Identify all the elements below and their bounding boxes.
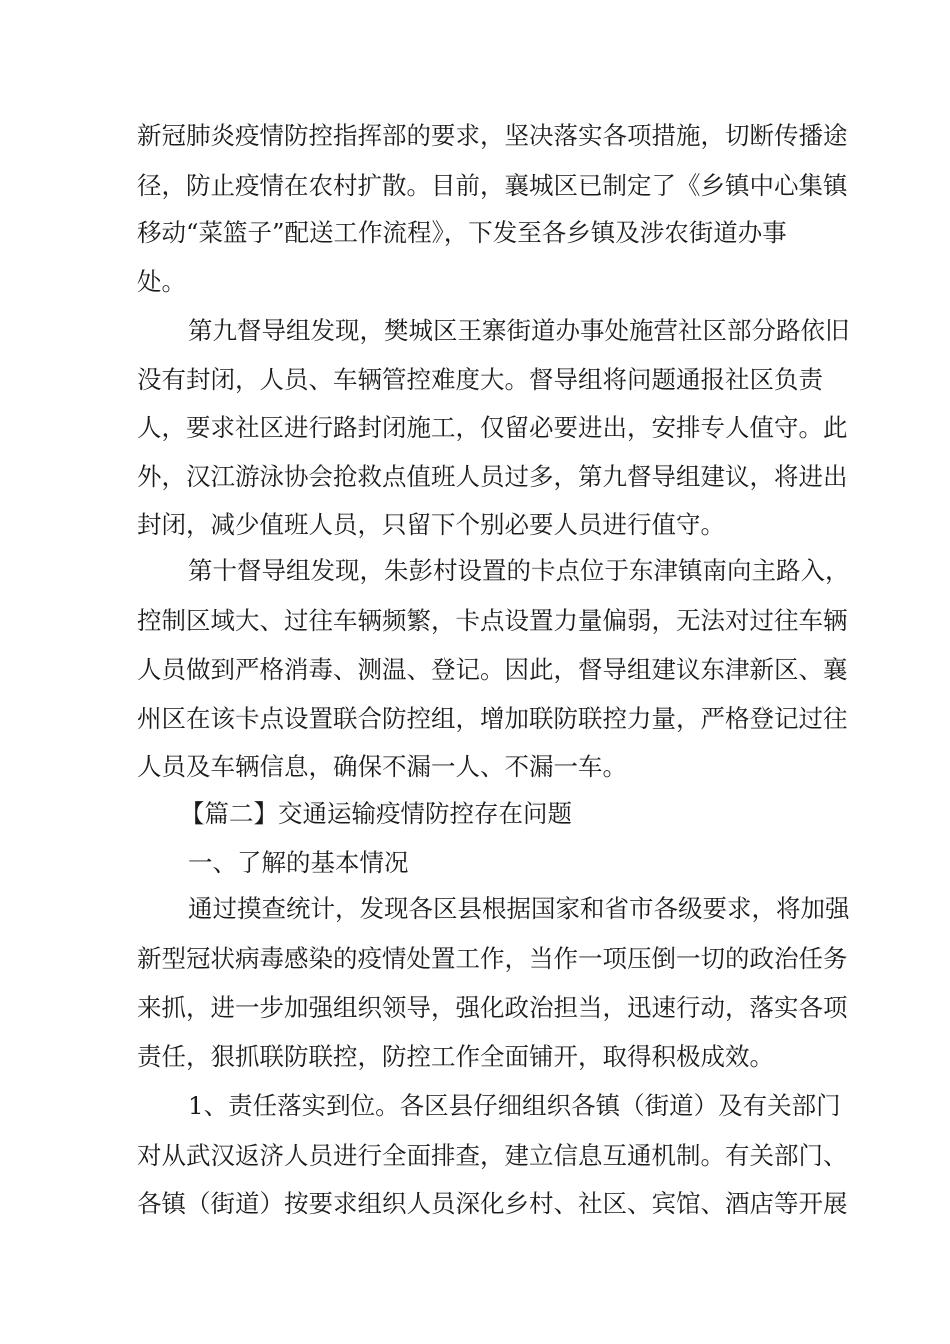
text-line: 责任，狠抓联防联控，防控工作全面铺开，取得积极成效。	[137, 1042, 774, 1071]
text-line: 各镇（街道）按要求组织人员深化乡村、社区、宾馆、酒店等开展	[137, 1189, 848, 1218]
subsection-title: 一、了解的基本情况	[188, 848, 409, 877]
text-line: 1、责任落实到位。各区县仔细组织各镇（街道）及有关部门	[188, 1091, 841, 1120]
text-line: 人员做到严格消毒、测温、登记。因此，督导组建议东津新区、襄	[137, 655, 848, 684]
text-line: 移动“菜篮子”配送工作流程》，下发至各乡镇及涉农街道办事	[137, 218, 787, 247]
text-line: 来抓，进一步加强组织领导，强化政治担当，迅速行动，落实各项	[137, 993, 848, 1022]
text-line: 处。	[137, 267, 186, 296]
text-line: 没有封闭，人员、车辆管控难度大。督导组将问题通报社区负责	[137, 365, 823, 394]
text-line: 新冠肺炎疫情防控指挥部的要求，坚决落实各项措施，切断传播途	[137, 121, 848, 150]
text-line: 封闭，减少值班人员，只留下个别必要人员进行值守。	[137, 510, 725, 539]
text-line: 对从武汉返济人员进行全面排查，建立信息互通机制。有关部门、	[137, 1141, 848, 1170]
text-line: 人，要求社区进行路封闭施工，仅留必要进出，安排专人值守。此	[137, 413, 848, 442]
section-title: 【篇二】交通运输疫情防控存在问题	[180, 799, 572, 828]
text-line: 径，防止疫情在农村扩散。目前，襄城区已制定了《乡镇中心集镇	[137, 171, 848, 200]
text-line: 控制区域大、过往车辆频繁，卡点设置力量偏弱，无法对过往车辆	[137, 606, 848, 635]
text-line: 州区在该卡点设置联合防控组，增加联防联控力量，严格登记过往	[137, 704, 848, 733]
text-line: 第十督导组发现，朱彭村设置的卡点位于东津镇南向主路入，	[188, 556, 850, 585]
text-line: 外，汉江游泳协会抢救点值班人员过多，第九督导组建议，将进出	[137, 462, 848, 491]
text-line: 第九督导组发现，樊城区王寨街道办事处施营社区部分路依旧	[188, 316, 850, 345]
text-line: 人员及车辆信息，确保不漏一人、不漏一车。	[137, 752, 627, 781]
text-line: 新型冠状病毒感染的疫情处置工作，当作一项压倒一切的政治任务	[137, 944, 848, 973]
text-line: 通过摸查统计，发现各区县根据国家和省市各级要求，将加强	[188, 894, 850, 923]
